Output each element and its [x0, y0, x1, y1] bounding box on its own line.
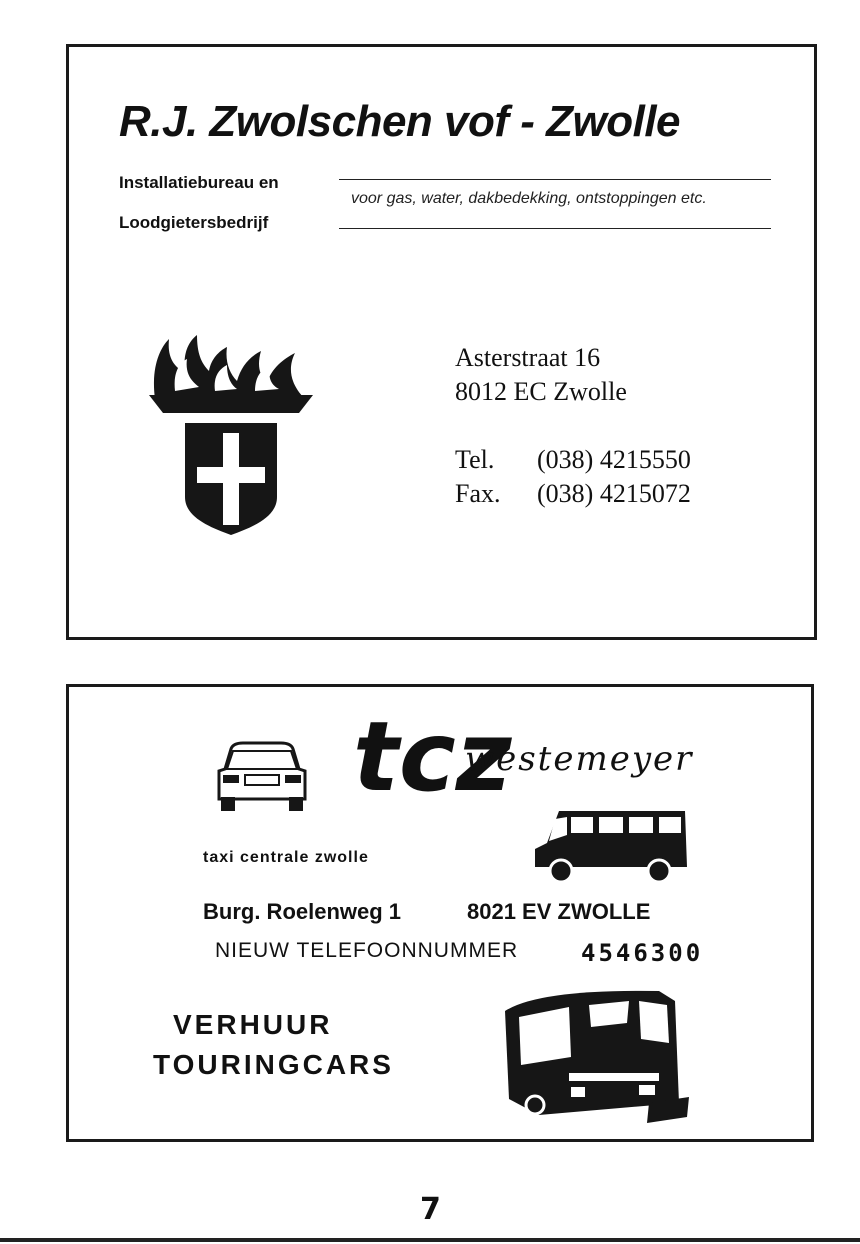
tcz-logo: tcz: [353, 701, 512, 813]
ad-tcz: [66, 684, 814, 1142]
divider-top: [339, 179, 771, 180]
fax-value: (038) 4215072: [537, 479, 691, 508]
ad-subtitle-line-2: Loodgietersbedrijf: [119, 213, 269, 232]
page-number: 7: [420, 1192, 441, 1227]
phone-value: (038) 4215550: [537, 445, 691, 474]
tcz-postal-city: 8021 EV ZWOLLE: [467, 899, 651, 924]
car-front-icon: [213, 741, 311, 815]
page-bottom-edge: [0, 1238, 860, 1242]
ad-subtitle-line-1: Installatiebureau en: [119, 173, 279, 192]
tcz-address: Burg. Roelenweg 1: [203, 899, 402, 924]
brand-name: westemeyer: [465, 739, 694, 779]
ad-zwolschen: [66, 44, 817, 640]
ad-tagline: voor gas, water, dakbedekking, ontstoppingen etc.: [351, 190, 707, 207]
rental-line-2: TOURINGCARS: [153, 1049, 394, 1080]
fax-row: [455, 479, 691, 509]
phone-row: [455, 445, 691, 475]
divider-bottom: [339, 228, 771, 229]
minibus-icon: [531, 805, 691, 885]
tcz-phone-label: NIEUW TELEFOONNUMMER: [215, 939, 519, 962]
address-street: Asterstraat 16: [455, 343, 601, 372]
fax-label: Fax.: [455, 479, 501, 508]
address-postal-city: 8012 EC Zwolle: [455, 377, 627, 406]
flame-shield-cross-icon: [145, 329, 317, 535]
ad-title: R.J. Zwolschen vof - Zwolle: [119, 97, 681, 146]
tcz-phone-number: 4546300: [581, 939, 704, 967]
rental-line-1: VERHUUR: [173, 1009, 333, 1040]
phone-label: Tel.: [455, 445, 495, 474]
touringcar-icon: [499, 983, 693, 1127]
tcz-tagline: taxi centrale zwolle: [203, 849, 369, 866]
